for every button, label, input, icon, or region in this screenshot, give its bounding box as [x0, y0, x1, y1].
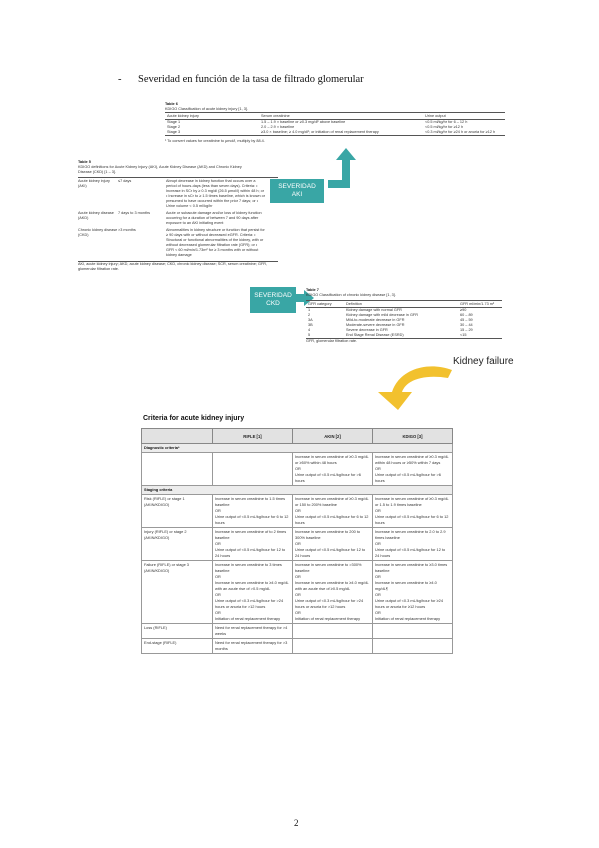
table5-footnote: AKI, acute kidney injury; AKD, acute kidney disease; CKD, chronic kidney disease; SCR, serum creatinine; GFR, glomerular filtration rate. [78, 261, 278, 272]
table7-cell: Kidney damage with mild decrease in GFR [346, 313, 418, 317]
criteria-cell: Increase in serum creatinine to >300% baseline OR Increase in serum creatinine to ≥4.0 mg/dL with an acute rise of ≥0.5 mg/dL OR Urine output of <0.3 mL/kg/hour for >24 hours or anuria for >12 hours OR Initiation of renal replacement therapy [293, 561, 373, 624]
table7-header: GFR ml/min/1.73 m² [458, 301, 502, 308]
criteria-header: KDIGO [3] [373, 429, 453, 444]
page-number: 2 [294, 818, 299, 828]
criteria-header: AKIN [2] [293, 429, 373, 444]
table5-time: >3 months [118, 228, 136, 232]
criteria-table-block [141, 428, 452, 654]
table7-cell: Severe decrease in GFR [346, 328, 388, 332]
table-row [142, 453, 453, 486]
table7-cell: 15 – 29 [460, 328, 473, 332]
criteria-cell: End-stage (RIFLE) [142, 639, 213, 654]
table7-cell: 3B [308, 323, 313, 327]
table6-cell: Stage 1 [167, 120, 181, 124]
criteria-cell: Need for renal replacement therapy for >4 weeks [213, 624, 293, 639]
table-row [306, 333, 502, 339]
table5-subtitle: KDIGO definitions for Acute Kidney Injury (AKI), Acute Kidney Disease (AKD) and Chronic Kidney Disease (CKD) [1 – 3]. [78, 165, 242, 174]
criteria-cell: Increase in serum creatinine to 2.0 to 2.9 times baseline OR Urine output of <0.5 mL/kg/hour for 12 to 24 hours [373, 528, 453, 561]
table7-cell: <15 [458, 333, 502, 339]
table7-cell: 5 [306, 333, 344, 339]
table5-time: 7 days to 3 months [118, 211, 151, 215]
table7-cell: End Stage Renal Disease (ESRD) [344, 333, 458, 339]
kidney-failure-label: Kidney failure [453, 356, 514, 367]
criteria-cell [293, 639, 373, 654]
callout-line: CKD [266, 300, 280, 307]
table6-cell: <0.3 ml/kg/hr for ≥24 h or anuria for ≥12 h [423, 130, 505, 136]
criteria-cell: Need for renal replacement therapy for >3 months [213, 639, 293, 654]
criteria-cell [293, 624, 373, 639]
table6-header: Urine output [423, 113, 505, 120]
callout-line: AKI [291, 191, 303, 198]
table7-header: Definition [344, 301, 458, 308]
table6-subtitle: KDIGO Classification of acute kidney injury [1, 3]. [165, 107, 248, 111]
criteria-header: RIFLE [1] [213, 429, 293, 444]
table6-footnote: ¹ To convert values for creatinine to μmol/l, multiply by 88.4. [165, 139, 265, 143]
table6-cell: 2.0 – 2.9 × baseline [261, 125, 295, 129]
bullet-text: Severidad en función de la tasa de filtrado glomerular [138, 74, 364, 85]
table7-cell: ≥90 [460, 308, 467, 312]
teal-arrow-up-icon [328, 148, 356, 188]
table7-header: GFR category [306, 301, 344, 308]
table7-cell: Moderate-severe decrease in GFR [346, 323, 405, 327]
table5-name: Acute kidney disease (AKD) [78, 211, 114, 220]
criteria-cell [373, 624, 453, 639]
criteria-cell: Increase in serum creatinine of ≥0.3 mg/dL or 150 to 200% baseline OR Urine output of <0.5 mL/kg/hour for 6 to 12 hours [293, 495, 373, 528]
criteria-cell: Risk (RIFLE) or stage 1 (AKIN/KDIGO) [142, 495, 213, 528]
table-row [142, 528, 453, 561]
table7-cell: 60 – 89 [460, 313, 473, 317]
criteria-cell: Failure (RIFLE) or stage 3 (AKIN/KDIGO) [142, 561, 213, 624]
table6-title: Table 6 [165, 102, 178, 106]
table6-header: Acute kidney injury [165, 113, 259, 120]
criteria-cell: Increase in serum creatinine of to 2 times baseline OR Urine output of <0.5 mL/kg/hour for 12 to 24 hours [213, 528, 293, 561]
table5-title: Table 5 [78, 160, 91, 164]
table-row [142, 624, 453, 639]
criteria-header [142, 429, 213, 444]
criteria-cell: Loss (RIFLE) [142, 624, 213, 639]
yellow-curved-arrow-icon [378, 366, 452, 410]
table-row [142, 495, 453, 528]
table6-cell: <0.5 ml/kg/hr for 6 – 12 h [425, 120, 468, 124]
table7-cell: 2 [308, 313, 311, 317]
table7-cell: Kidney damage with normal GFR [346, 308, 402, 312]
table7-footnote: GFR, glomerular filtration rate. [306, 339, 358, 343]
table6-header: Serum creatinine [259, 113, 423, 120]
criteria-cell: Injury (RIFLE) or stage 2 (AKIN/KDIGO) [142, 528, 213, 561]
callout-line: SEVERIDAD [278, 183, 316, 190]
criteria-cell: Increase in serum creatinine to 200 to 300% baseline OR Urine output of <0.5 mL/kg/hour for 12 to 24 hours [293, 528, 373, 561]
criteria-section-row [142, 444, 453, 453]
table7-subtitle: KDIGO Classification of chronic kidney disease [1, 3]. [306, 293, 396, 297]
table5-name: Acute kidney injury (AKI) [78, 179, 110, 188]
table5-desc: Abrupt decrease in kidney function that occurs over a period of hours-days (less than seven days). Criteria: • Increase in SCr by ≥ 0.3 mg/dl (26.5 μmol/l) within 48 h; or • Increase in sCr to ≥ 1.5 times baseline, which is known or presumed to have occurred within the prior 7 days; or • Urine volume < 0.5 ml/kg/hr [166, 179, 266, 208]
table5-name: Chronic kidney disease (CKD) [78, 228, 118, 237]
criteria-section-label: Staging criteria [142, 486, 453, 495]
table6-cell: ≥3.0 × baseline; ≥ 4.0 mg/dl¹; or initiation of renal replacement therapy [259, 130, 423, 136]
table6-cell: Stage 3 [165, 130, 259, 136]
table-row [142, 561, 453, 624]
table5-time: ≤7 days [118, 179, 132, 183]
table7-cell: 30 – 44 [460, 323, 473, 327]
criteria-cell [373, 639, 453, 654]
criteria-section-row [142, 486, 453, 495]
table6-cell: <0.5 ml/kg/hr for ≥12 h [425, 125, 464, 129]
table7 [306, 300, 502, 339]
criteria-cell: Increase in serum creatinine of ≥0.3 mg/dL within 48 hours or ≥50% within 7 days OR Urine output of <0.5 mL/kg/hour for >6 hours [373, 453, 453, 486]
criteria-title: Criteria for acute kidney injury [143, 415, 245, 422]
criteria-section-label: Diagnostic criteria* [142, 444, 453, 453]
criteria-cell [142, 453, 213, 486]
table7-cell: 45 – 59 [460, 318, 473, 322]
table7-cell: 4 [308, 328, 311, 332]
table6-cell: 1.5 – 1.9 × baseline or ≥0.3 mg/dl¹ above baseline [261, 120, 346, 124]
table7-cell: 1 [308, 308, 311, 312]
table5-desc: Acute or subacute damage and/or loss of kidney function occurring for a duration of between 7 and 90 days after exposure to an AKI initiating event [166, 211, 262, 225]
table-row [142, 639, 453, 654]
bullet-dash: - [118, 74, 122, 85]
criteria-table [141, 428, 453, 654]
table6-cell: Stage 2 [167, 125, 181, 129]
table7-title: Table 7 [306, 288, 319, 292]
table7-cell: Mild-to-moderate decrease in GFR [346, 318, 405, 322]
table7-cell: 3A [308, 318, 313, 322]
criteria-cell: Increase in serum creatinine to ≥3.0 times baseline OR Increase in serum creatinine to ≥4.0 mg/dL¶ OR Urine output of <0.3 mL/kg/hour for ≥24 hours or anuria for ≥12 hours OR Initiation of renal replacement therapy [373, 561, 453, 624]
criteria-cell: Increase in serum creatinine of ≥0.3 mg/dL or 1.5 to 1.9 times baseline OR Urine output of <0.5 mL/kg/hour for 6 to 12 hours [373, 495, 453, 528]
criteria-cell: Increase in serum creatinine to 3 times baseline OR Increase in serum creatinine to ≥4.0 mg/dL with an acute rise of >0.5 mg/dL OR Urine output of <0.3 mL/kg/hour for >24 hours or anuria for >12 hours OR Initiation of renal replacement therapy [213, 561, 293, 624]
table5-desc: Abnormalities in kidney structure or function that persist for ≥ 90 days with or without decreased eGFR. Criteria: • Structural or functional abnormalities of the kidney, with or without decreased glomerular filtration rate (GFR); or • GFR < 60 ml/min/1.73m² for ≥ 3 months with or without kidney damage [166, 228, 265, 257]
criteria-cell: Increase in serum creatinine to 1.5 times baseline OR Urine output of <0.5 mL/kg/hour for 6 to 12 hours [213, 495, 293, 528]
callout-line: SEVERIDAD [254, 292, 292, 299]
table7-block [306, 288, 502, 344]
criteria-cell [213, 453, 293, 486]
criteria-cell: Increase in serum creatinine of ≥0.3 mg/dL or ≥50% within 48 hours OR Urine output of <0.5 mL/kg/hour for >6 hours [293, 453, 373, 486]
criteria-table-body [142, 444, 453, 654]
